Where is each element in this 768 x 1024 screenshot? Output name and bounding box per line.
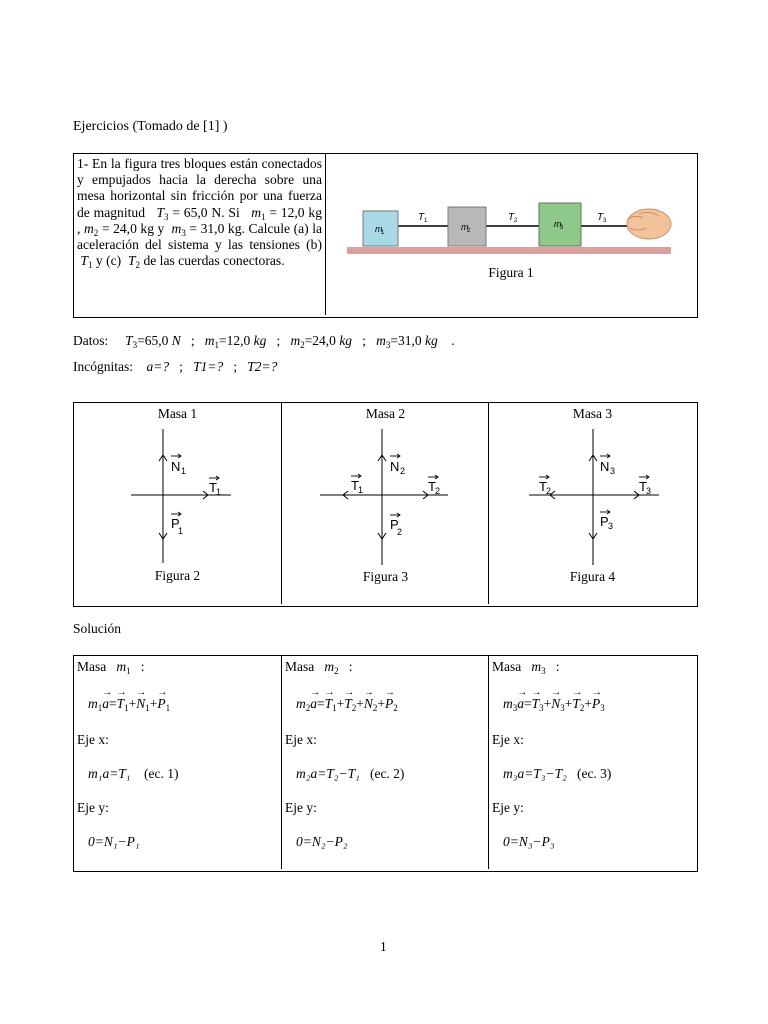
fbd1-t-label: T bbox=[209, 480, 217, 495]
problem-table bbox=[73, 153, 698, 318]
fbd2-t1-label: T bbox=[351, 478, 359, 493]
block-m3-label: m bbox=[554, 219, 562, 229]
fbd-caption-2: Figura 3 bbox=[362, 569, 409, 584]
masa-label-1: Masa $m_1$ : bbox=[77, 659, 145, 676]
fbd2-n-label: N bbox=[390, 459, 400, 474]
vector-equation-1: $m_1\to a=\to T_1+\to N_1+\to P_1$ bbox=[88, 696, 170, 712]
eje-y-label-3: Eje y: bbox=[492, 800, 524, 815]
fbd-caption-3: Figura 4 bbox=[569, 569, 616, 584]
x-equation-1: m₁a=T₁ (ec. 1) bbox=[88, 766, 179, 781]
rope-t3-label: T bbox=[597, 212, 604, 223]
fbd-title-3: Masa 3 bbox=[572, 406, 613, 421]
solution-column-2 bbox=[281, 656, 489, 869]
eje-y-label-2: Eje y: bbox=[285, 800, 317, 815]
solucion-heading: Solución bbox=[73, 621, 122, 636]
fbd2-n-sub: 2 bbox=[400, 466, 406, 476]
fbd3-p-label: P bbox=[600, 514, 609, 529]
fbd1-n-sub: 1 bbox=[181, 466, 187, 476]
block-m1-label: m bbox=[375, 224, 383, 234]
fbd-diagram-2 bbox=[282, 423, 489, 573]
problem-statement: 1- En la figura tres bloques están conectados y empujados hacia la derecha sobre una mesa horizontal sin fricción por una fuerza de magnitud $T_3 = 65,0$ N. Si $m_1 = 12,0$ kg , $m_2 = 24,0$ kg y $m_3 = 31,0$ kg. Calcule (a) la aceleración del sistema y las tensiones (b) $T_1$ y (c) $T_2$ de las cuerdas conectoras. bbox=[74, 154, 326, 315]
fbd-column-3 bbox=[488, 403, 696, 604]
eje-y-label-1: Eje y: bbox=[77, 800, 109, 815]
fbd-caption-1: Figura 2 bbox=[154, 568, 201, 583]
fbd2-t2-label: T bbox=[428, 479, 436, 494]
fbd3-t2-label: T bbox=[539, 479, 547, 494]
fbd3-n-sub: 3 bbox=[610, 466, 616, 476]
hand-icon bbox=[627, 209, 671, 239]
rope-t1-label: T bbox=[418, 212, 425, 223]
block-m3-sub: 3 bbox=[560, 225, 564, 231]
eje-x-label-2: Eje x: bbox=[285, 732, 317, 747]
fbd2-p-label: P bbox=[390, 517, 399, 532]
fbd-title-2: Masa 2 bbox=[365, 406, 406, 421]
fbd-column-2 bbox=[281, 403, 489, 604]
fbd1-p-sub: 1 bbox=[178, 526, 184, 536]
datos-label: Datos: bbox=[73, 333, 109, 348]
fbd1-t-sub: 1 bbox=[216, 487, 222, 497]
figure-1-caption: Figura 1 bbox=[488, 265, 534, 280]
fbd1-p-label: P bbox=[171, 516, 180, 531]
incognitas-line: Incógnitas: a=? ; T1=? ; T2=? bbox=[73, 359, 278, 374]
rope-t1-sub: 1 bbox=[424, 218, 428, 224]
fbd-diagram-1 bbox=[74, 423, 281, 573]
free-body-diagrams-table bbox=[73, 402, 698, 607]
masa-label-2: Masa $m_2$ : bbox=[285, 659, 353, 676]
fbd-diagram-3 bbox=[489, 423, 696, 573]
fbd3-t2-sub: 2 bbox=[546, 486, 552, 496]
rope-t2-sub: 2 bbox=[514, 218, 518, 224]
eje-x-label-3: Eje x: bbox=[492, 732, 524, 747]
fbd3-t3-sub: 3 bbox=[646, 486, 652, 496]
fbd2-t2-sub: 2 bbox=[435, 486, 441, 496]
fbd2-p-sub: 2 bbox=[397, 527, 403, 537]
fbd3-t3-label: T bbox=[639, 479, 647, 494]
x-equation-3: m₃a=T₃−T₂ (ec. 3) bbox=[503, 766, 612, 781]
datos-item-4: $m_3=31,0$ kg bbox=[376, 333, 438, 350]
y-equation-3: 0=N₃−P₃ bbox=[503, 834, 555, 849]
table-surface bbox=[347, 247, 671, 254]
block-m2-label: m bbox=[461, 222, 469, 232]
datos-item-3: $m_2=24,0$ kg bbox=[290, 333, 353, 350]
incognita-a: a=? bbox=[146, 359, 170, 374]
fbd2-t1-sub: 1 bbox=[358, 485, 364, 495]
incognita-t2: T2=? bbox=[247, 359, 278, 374]
incognita-t1: T1=? bbox=[193, 359, 224, 374]
fbd-title-1: Masa 1 bbox=[157, 406, 198, 421]
solution-column-1 bbox=[74, 656, 281, 869]
incognitas-label: Incógnitas: bbox=[73, 359, 133, 374]
page-number: 1 bbox=[380, 939, 387, 954]
y-equation-2: 0=N₂−P₂ bbox=[296, 834, 348, 849]
datos-item-2: $m_1=12,0$ kg bbox=[204, 333, 267, 350]
fbd3-p-sub: 3 bbox=[608, 521, 614, 531]
fbd3-n-label: N bbox=[600, 459, 610, 474]
blocks-diagram bbox=[327, 154, 695, 315]
solution-column-3 bbox=[488, 656, 696, 869]
section-heading: Ejercicios (Tomado de [1] ) bbox=[73, 119, 228, 134]
eje-x-label-1: Eje x: bbox=[77, 732, 109, 747]
y-equation-1: 0=N₁−P₁ bbox=[88, 834, 140, 849]
block-m1-sub: 1 bbox=[381, 230, 385, 236]
solution-table bbox=[73, 655, 698, 872]
fbd-column-1 bbox=[74, 403, 281, 604]
block-m2-sub: 2 bbox=[467, 228, 471, 234]
x-equation-2: m₂a=T₂−T₁ (ec. 2) bbox=[296, 766, 405, 781]
rope-t2-label: T bbox=[508, 212, 515, 223]
datos-line: Datos: $T_3=65,0$ N ; $m_1=12,0$ kg ; $m_2=24,0$ kg ; $m_3=31,0$ kg . bbox=[73, 333, 455, 350]
vector-equation-2: $m_2\to a=\to T_1+\to T_2+\to N_2+\to P_2$ bbox=[296, 696, 398, 712]
datos-item-1: $T_3=65,0$ N bbox=[125, 333, 181, 350]
fbd1-n-label: N bbox=[171, 459, 181, 474]
vector-equation-3: $m_3\to a=\to T_3+\to N_3+\to T_2+\to P_3$ bbox=[503, 696, 605, 712]
masa-label-3: Masa $m_3$ : bbox=[492, 659, 560, 676]
figure-1 bbox=[327, 154, 695, 315]
rope-t3-sub: 3 bbox=[603, 218, 607, 224]
